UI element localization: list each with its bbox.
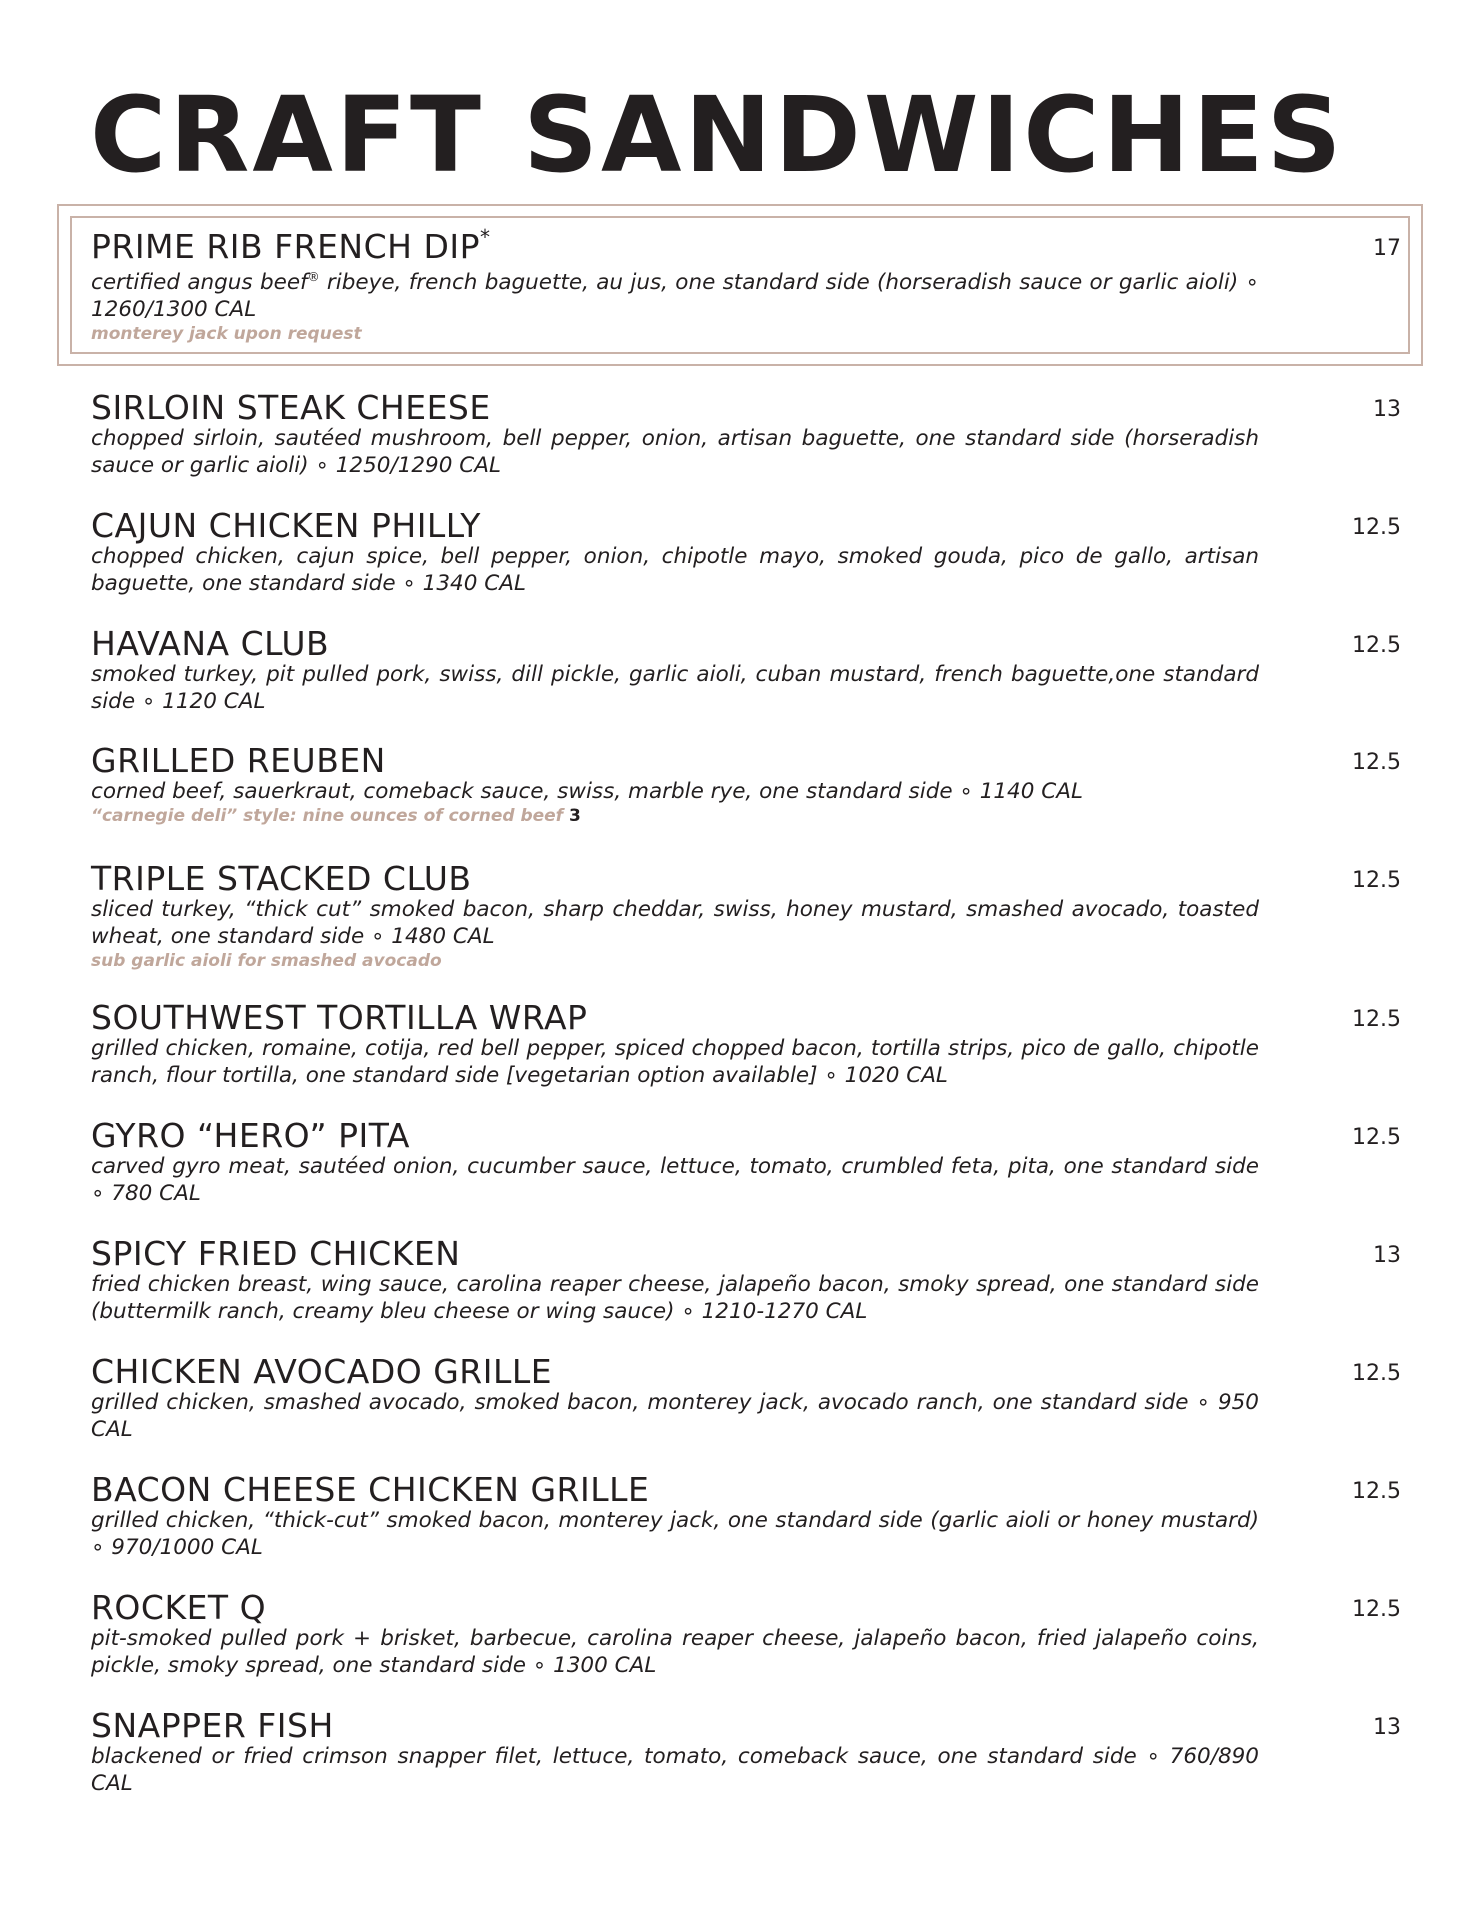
menu-item-price: 12.5 (1352, 1007, 1401, 1032)
menu-item-price: 12.5 (1352, 868, 1401, 893)
page-title: CRAFT SANDWICHES (90, 74, 1345, 196)
menu-item-name: ROCKET Q (91, 1588, 267, 1627)
menu-item-description: grilled chicken, smashed avocado, smoked bacon, monterey jack, avocado ranch, one standard side ∘ 950 CAL (91, 1390, 1259, 1442)
menu-item-description: grilled chicken, romaine, cotija, red bell pepper, spiced chopped bacon, tortilla strips, pico de gallo, chipotle ranch, flour tortilla, one standard side [vegetarian option available] ∘ 1020 CAL (91, 1036, 1259, 1088)
registered-mark: ® (307, 270, 320, 284)
menu-item-price: 13 (1373, 1243, 1401, 1268)
menu-item-price: 12.5 (1352, 1597, 1401, 1622)
menu-item-sirloin-steak-cheese (91, 389, 1431, 479)
menu-item-havana-club (91, 625, 1431, 715)
menu-item-price: 12.5 (1352, 515, 1401, 540)
menu-item-description: certified angus beef® ribeye, french baguette, au jus, one standard side (horseradish sauce or garlic aioli) ∘ 1260/1300 CAL (91, 270, 1259, 323)
menu-item-chicken-avocado-grille (91, 1353, 1431, 1443)
menu-item-description: pit-smoked pulled pork + brisket, barbecue, carolina reaper cheese, jalapeño bacon, fried jalapeño coins, pickle, smoky spread, one standard side ∘ 1300 CAL (91, 1626, 1259, 1678)
menu-item-bacon-cheese-chicken-grille (91, 1471, 1431, 1561)
menu-item-name: SPICY FRIED CHICKEN (91, 1234, 461, 1273)
menu-item-rocket-q (91, 1589, 1431, 1679)
menu-item-name: TRIPLE STACKED CLUB (91, 859, 472, 898)
menu-item-note: sub garlic aioli for smashed avocado (91, 951, 442, 971)
menu-item-note: “carnegie deli” style: nine ounces of corned beef 3 (91, 806, 581, 826)
menu-item-price: 12.5 (1352, 750, 1401, 775)
menu-item-price: 12.5 (1352, 1479, 1401, 1504)
menu-item-price: 12.5 (1352, 633, 1401, 658)
menu-item-name: HAVANA CLUB (91, 624, 330, 663)
menu-item-snapper-fish (91, 1707, 1431, 1797)
menu-item-name: CAJUN CHICKEN PHILLY (91, 506, 481, 545)
menu-item-southwest-tortilla-wrap (91, 999, 1431, 1089)
menu-item-spicy-fried-chicken (91, 1235, 1431, 1325)
menu-item-triple-stacked-club (91, 860, 1431, 973)
menu-item-price: 17 (1373, 236, 1401, 261)
menu-item-cajun-chicken-philly (91, 507, 1431, 597)
menu-item-name: CHICKEN AVOCADO GRILLE (91, 1352, 553, 1391)
asterisk-mark: * (480, 225, 491, 249)
add-on-price: 3 (569, 806, 581, 826)
menu-item-note: monterey jack upon request (91, 324, 362, 345)
menu-item-description: chopped chicken, cajun spice, bell pepper, onion, chipotle mayo, smoked gouda, pico de gallo, artisan baguette, one standard side ∘ 1340 CAL (91, 544, 1259, 596)
menu-item-name: GRILLED REUBEN (91, 741, 386, 780)
menu-item-name: GYRO “HERO” PITA (91, 1116, 410, 1155)
menu-item-gyro-hero-pita (91, 1117, 1431, 1207)
menu-item-name: SIRLOIN STEAK CHEESE (91, 388, 491, 427)
menu-item-prime-rib-french-dip (91, 225, 1431, 346)
menu-item-name: PRIME RIB FRENCH DIP* (91, 225, 491, 266)
menu-item-description: carved gyro meat, sautéed onion, cucumber sauce, lettuce, tomato, crumbled feta, pita, one standard side ∘ 780 CAL (91, 1154, 1259, 1206)
menu-item-name: SNAPPER FISH (91, 1706, 334, 1745)
menu-item-name: SOUTHWEST TORTILLA WRAP (91, 998, 588, 1037)
menu-item-price: 12.5 (1352, 1125, 1401, 1150)
menu-item-description: sliced turkey, “thick cut” smoked bacon, sharp cheddar, swiss, honey mustard, smashed avocado, toasted wheat, one standard side ∘ 1480 CAL (91, 897, 1259, 949)
menu-item-name: BACON CHEESE CHICKEN GRILLE (91, 1470, 650, 1509)
menu-item-price: 13 (1373, 397, 1401, 422)
menu-item-grilled-reuben (91, 742, 1431, 828)
menu-item-description: fried chicken breast, wing sauce, carolina reaper cheese, jalapeño bacon, smoky spread, one standard side (buttermilk ranch, creamy bleu cheese or wing sauce) ∘ 1210-1270 CAL (91, 1272, 1259, 1324)
menu-item-description: corned beef, sauerkraut, comeback sauce, swiss, marble rye, one standard side ∘ 1140 CAL (91, 779, 1083, 804)
menu-item-price: 13 (1373, 1715, 1401, 1740)
menu-item-description: blackened or fried crimson snapper filet, lettuce, tomato, comeback sauce, one standard side ∘ 760/890 CAL (91, 1744, 1259, 1796)
menu-item-description: grilled chicken, “thick-cut” smoked bacon, monterey jack, one standard side (garlic aioli or honey mustard) ∘ 970/1000 CAL (91, 1508, 1259, 1560)
menu-item-price: 12.5 (1352, 1361, 1401, 1386)
menu-item-description: smoked turkey, pit pulled pork, swiss, dill pickle, garlic aioli, cuban mustard, french baguette,one standard side ∘ 1120 CAL (91, 662, 1259, 714)
menu-item-description: chopped sirloin, sautéed mushroom, bell pepper, onion, artisan baguette, one standard side (horseradish sauce or garlic aioli) ∘ 1250/1290 CAL (91, 426, 1259, 478)
